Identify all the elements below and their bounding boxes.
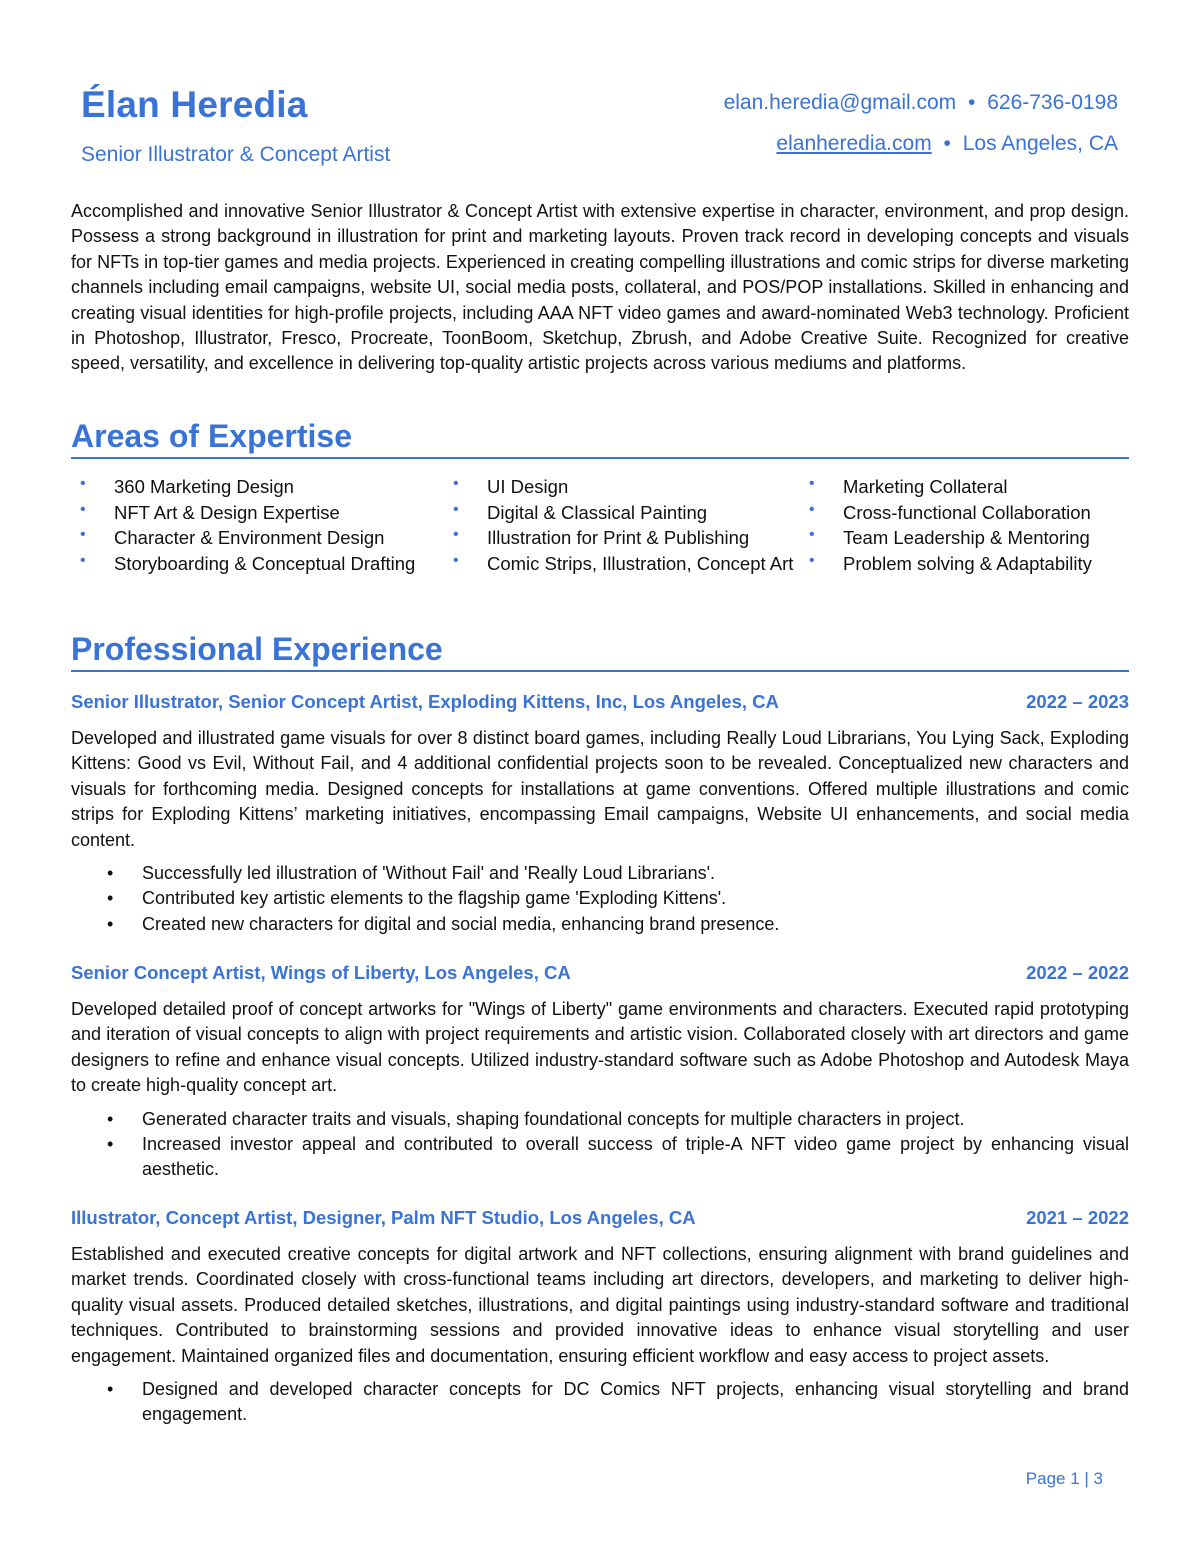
job-description: Developed detailed proof of concept artworks for "Wings of Liberty" game environments and characters. Executed rapid prototyping and iteration of visual concepts to align with project requirements and artistic vision. Collaborated closely with art directors and game designers to refine and enhance visual concepts. Utilized industry-standard software such as Adobe Photoshop and Autodesk Maya to create high-quality concept art.	[71, 999, 1129, 1096]
job-bullet-list	[71, 1377, 1129, 1428]
expertise-item: • Digital & Classical Painting	[444, 500, 800, 526]
expertise-item: • 360 Marketing Design	[71, 474, 444, 500]
job-entry	[71, 961, 1129, 1183]
expertise-item: • Cross-functional Collaboration	[800, 500, 1129, 526]
contact-line-2	[724, 123, 1118, 164]
job-header	[71, 1206, 1129, 1230]
job-bullet: • Designed and developed character concepts for DC Comics NFT projects, enhancing visual storytelling and brand engagement.	[71, 1377, 1129, 1428]
expertise-column-1	[71, 474, 444, 576]
job-entry	[71, 690, 1129, 937]
expertise-item: • Problem solving & Adaptability	[800, 551, 1129, 577]
page-number: Page 1 | 3	[1025, 1469, 1103, 1488]
expertise-item: • Marketing Collateral	[800, 474, 1129, 500]
job-description: Developed and illustrated game visuals for over 8 distinct board games, including Really Loud Librarians, You Lying Sack, Exploding Kittens: Good vs Evil, Without Fail, and 4 additional confidential projects soon to be revealed. Conceptualized new characters and visuals for forthcoming media. Designed concepts for installations at game conventions. Offered multiple illustrations and comic strips for Exploding Kittens’ marketing initiatives, encompassing Email campaigns, Website UI enhancements, and social media content.	[71, 728, 1129, 850]
expertise-columns	[71, 474, 1129, 576]
job-description: Established and executed creative concepts for digital artwork and NFT collections, ensuring alignment with brand guidelines and market trends. Coordinated closely with cross-functional teams including art directors, developers, and marketing to deliver high-quality visual assets. Produced detailed sketches, illustrations, and digital paintings using industry-standard software and traditional techniques. Contributed to brainstorming sessions and provided innovative ideas to enhance visual storytelling and user engagement. Maintained organized files and documentation, ensuring efficient workflow and easy access to project assets.	[71, 1244, 1129, 1366]
section-heading-experience: Professional Experience	[71, 630, 1129, 672]
separator: •	[943, 132, 951, 155]
job-dates: 2022 – 2023	[1026, 691, 1129, 712]
job-title: Senior Illustrator, Senior Concept Artist, Exploding Kittens, Inc, Los Angeles, CA	[71, 691, 779, 712]
expertise-column-2	[444, 474, 800, 576]
job-bullet: • Successfully led illustration of 'Without Fail' and 'Really Loud Librarians'.	[71, 861, 1129, 886]
expertise-item: • Illustration for Print & Publishing	[444, 525, 800, 551]
expertise-item: • Comic Strips, Illustration, Concept Art	[444, 551, 800, 577]
email-link[interactable]: elan.heredia@gmail.com	[723, 91, 957, 114]
job-header	[71, 690, 1129, 714]
job-bullet: • Contributed key artistic elements to the flagship game 'Exploding Kittens'.	[71, 886, 1129, 911]
job-header	[71, 961, 1129, 985]
expertise-item: • Team Leadership & Mentoring	[800, 525, 1129, 551]
separator: •	[968, 91, 976, 114]
summary-paragraph: Accomplished and innovative Senior Illustrator & Concept Artist with extensive expertise in character, environment, and prop design. Possess a strong background in illustration for print and marketing layouts. Proven track record in developing concepts and visuals for NFTs in top-tier games and media projects. Experienced in creating compelling illustrations and comic strips for diverse marketing channels including email campaigns, website UI, social media posts, collateral, and POS/POP installations. Skilled in enhancing and creating visual identities for high-profile projects, including AAA NFT video games and award-nominated Web3 technology. Proficient in Photoshop, Illustrator, Fresco, Procreate, ToonBoom, Sketchup, Zbrush, and Adobe Creative Suite. Recognized for creative speed, versatility, and excellence in delivering top-quality artistic projects across various mediums and platforms.	[71, 201, 1129, 374]
expertise-item: • UI Design	[444, 474, 800, 500]
job-title: Illustrator, Concept Artist, Designer, Palm NFT Studio, Los Angeles, CA	[71, 1207, 696, 1228]
contact-block	[724, 82, 1118, 164]
job-bullet: • Created new characters for digital and social media, enhancing brand presence.	[71, 912, 1129, 937]
expertise-item: • NFT Art & Design Expertise	[71, 500, 444, 526]
job-dates: 2021 – 2022	[1026, 1207, 1129, 1228]
job-bullet-list	[71, 861, 1129, 937]
expertise-column-3	[800, 474, 1129, 576]
website-link[interactable]: elanheredia.com	[776, 132, 932, 155]
candidate-name: Élan Heredia	[81, 84, 308, 125]
section-heading-expertise: Areas of Expertise	[71, 417, 1129, 459]
job-bullet-list	[71, 1107, 1129, 1183]
job-title: Senior Concept Artist, Wings of Liberty, Los Angeles, CA	[71, 962, 571, 983]
expertise-item: • Storyboarding & Conceptual Drafting	[71, 551, 444, 577]
job-bullet: • Increased investor appeal and contributed to overall success of triple-A NFT video game project by enhancing visual aesthetic.	[71, 1132, 1129, 1183]
candidate-title: Senior Illustrator & Concept Artist	[81, 143, 391, 166]
job-dates: 2022 – 2022	[1026, 962, 1129, 983]
expertise-item: • Character & Environment Design	[71, 525, 444, 551]
job-bullet: • Generated character traits and visuals, shaping foundational concepts for multiple characters in project.	[71, 1107, 1129, 1132]
contact-line-1	[724, 82, 1118, 123]
phone-number: 626-736-0198	[987, 91, 1118, 114]
job-entry	[71, 1206, 1129, 1428]
location: Los Angeles, CA	[962, 132, 1118, 155]
